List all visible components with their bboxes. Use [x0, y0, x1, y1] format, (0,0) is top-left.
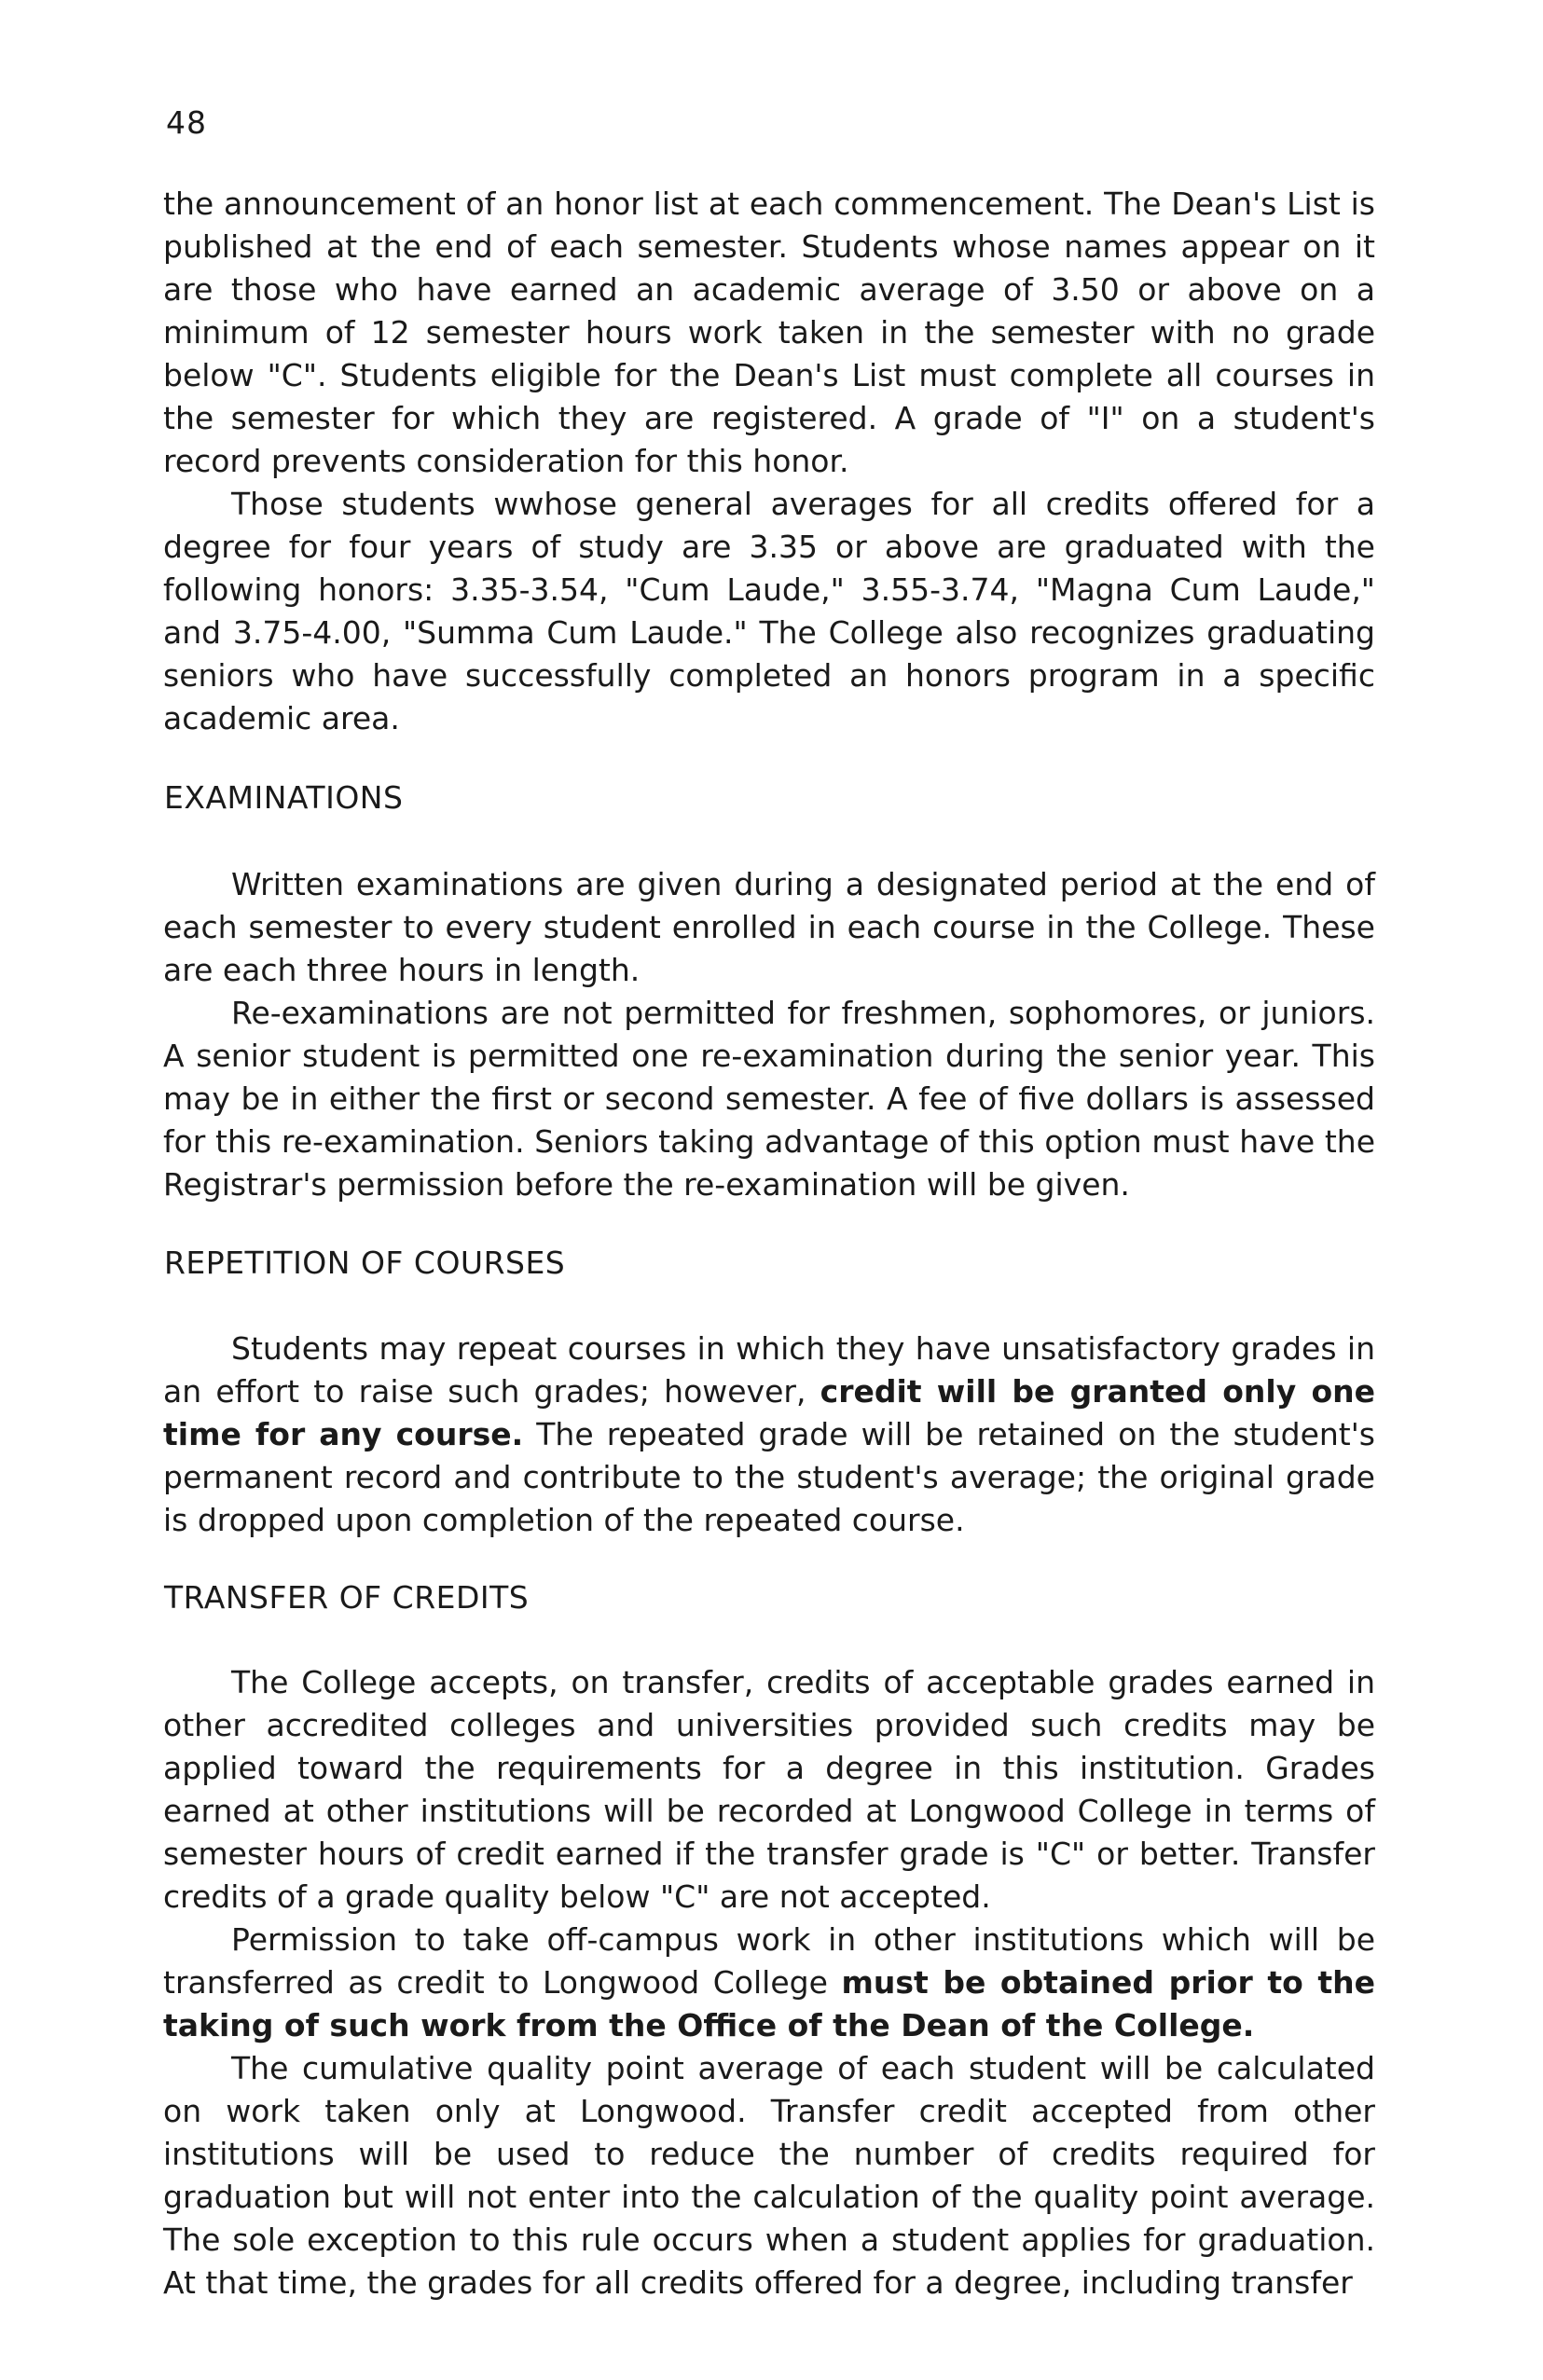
transfer-text-start: Permission to take off-campus work in other institutions which will be transferred as credit to Longwood College: [163, 1921, 1375, 2001]
transfer-paragraph-1: The College accepts, on transfer, credits of acceptable grades earned in other accredited colleges and universities provided such credits may be applied toward the requirements for a degree in this institution. Grades earned at other institutions will be recorded at Longwood College in terms of semester hours of credit earned if the transfer grade is "C" or better. Transfer credits of a grade quality below "C" are not accepted.: [163, 1664, 1375, 1915]
honors-paragraph-2: Those students wwhose general averages for all credits offered for a degree for four years of study are 3.35 or above are graduated with the following honors: 3.35-3.54, "Cum Laude," 3.55-3.74, "Magna Cum Laude," and 3.75-4.00, "Summa Cum Laude." The College also recognizes graduating seniors who have successfully completed an honors program in a specific academic area.: [163, 486, 1375, 736]
repetition-text-end: The repeated grade will be retained on the student's permanent record and contribute to the student's average; the original grade is dropped upon completion of the repeated course.: [163, 1416, 1375, 1538]
repetition-text-start: Students may repeat courses in which they have unsatisfactory grades in an effort to raise such grades; however,: [163, 1330, 1375, 1410]
transfer-paragraph-2: [163, 1919, 1375, 2047]
repetition-emphasis: credit will be granted only one time for any course.: [163, 1373, 1376, 1452]
examinations-heading: EXAMINATIONS: [164, 779, 404, 816]
transfer-paragraph-3: The cumulative quality point average of each student will be calculated on work taken only at Longwood. Transfer credit accepted from other institutions will be used to reduce the number of credits required for graduation but will not enter into the calculation of the quality point average. The sole exception to this rule occurs when a student applies for graduation. At that time, the grades for all credits offered for a degree, including transfer: [163, 2050, 1375, 2301]
repetition-paragraph: [163, 1328, 1375, 1542]
honors-paragraph-1: the announcement of an honor list at each commencement. The Dean's List is published at the end of each semester. Students whose names appear on it are those who have earned an academic average of 3.50 or above on a minimum of 12 semester hours work taken in the semester with no grade below "C". Students eligible for the Dean's List must complete all courses in the semester for which they are registered. A grade of "I" on a student's record prevents consideration for this honor.: [163, 186, 1375, 479]
transfer-emphasis: must be obtained prior to the taking of such work from the Office of the Dean of the College.: [163, 1964, 1375, 2043]
examinations-paragraph-1: Written examinations are given during a designated period at the end of each semester to every student enrolled in each course in the College. These are each three hours in length.: [163, 866, 1375, 988]
page-number: 48: [166, 104, 207, 141]
repetition-heading: REPETITION OF COURSES: [164, 1245, 566, 1281]
transfer-heading: TRANSFER OF CREDITS: [164, 1579, 530, 1616]
examinations-paragraph-2: Re-examinations are not permitted for freshmen, sophomores, or juniors. A senior student is permitted one re-examination during the senior year. This may be in either the first or second semester. A fee of five dollars is assessed for this re-examination. Seniors taking advantage of this option must have the Registrar's permission before the re-examination will be given.: [163, 995, 1375, 1203]
